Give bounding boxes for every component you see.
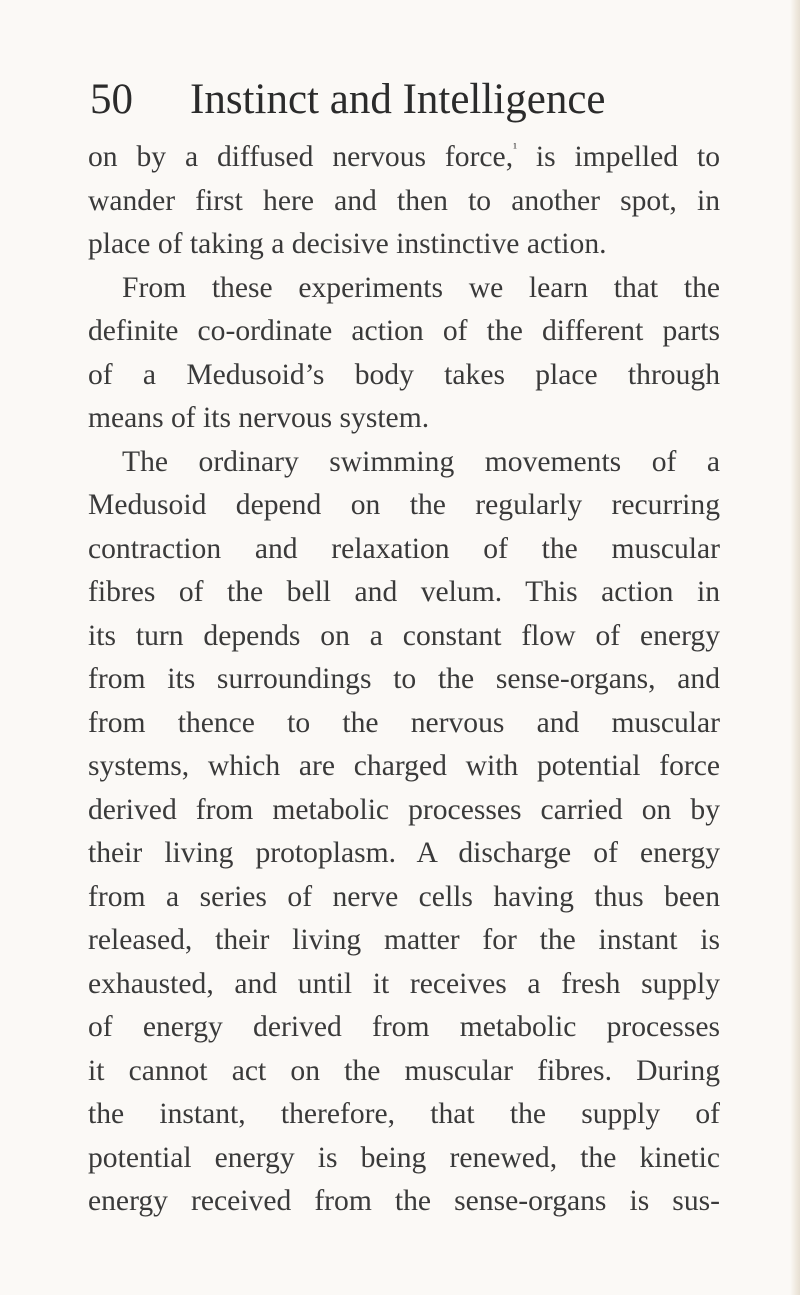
text-line: from a series of nerve cells having thus been	[88, 880, 720, 913]
text-line	[88, 136, 720, 180]
text-line: From these experiments we learn that the	[122, 271, 720, 304]
text-line: wander first here and then to another spot, in	[88, 184, 720, 217]
page-edge-shadow	[790, 0, 800, 1295]
running-title: Instinct and Intelligence	[190, 76, 606, 123]
text-line: definite co-ordinate action of the different parts	[88, 315, 720, 347]
text-line: released, their living matter for the instant is	[88, 924, 720, 956]
running-header	[90, 70, 730, 130]
text-line: systems, which are charged with potential force	[88, 750, 720, 782]
text-line: from its surroundings to the sense-organs, and	[88, 663, 720, 695]
text-line: place of taking a decisive instinctive action.	[88, 228, 607, 260]
text-line: contraction and relaxation of the muscular	[88, 532, 720, 565]
text-line: derived from metabolic processes carried on by	[88, 793, 720, 826]
text-line: means of its nervous system.	[88, 402, 430, 434]
body-text	[88, 136, 720, 1224]
text-line: Medusoid depend on the regularly recurring	[88, 489, 720, 521]
text-line: potential energy is being renewed, the kinetic	[88, 1141, 720, 1174]
text-line: exhausted, and until it receives a fresh supply	[88, 967, 720, 1000]
text-line-part: on by a diffused nervous force,	[88, 141, 514, 173]
page-number: 50	[90, 76, 133, 123]
text-line: from thence to the nervous and muscular	[88, 706, 720, 739]
footnote-reference[interactable]: ¹	[513, 140, 518, 155]
text-line: of energy derived from metabolic processes	[88, 1011, 720, 1043]
text-line: energy received from the sense-organs is sus-	[88, 1185, 720, 1217]
text-line: its turn depends on a constant flow of energy	[88, 619, 720, 652]
text-line: of a Medusoid’s body takes place through	[88, 358, 720, 391]
text-line: The ordinary swimming movements of a	[122, 445, 720, 478]
text-line: the instant, therefore, that the supply of	[88, 1098, 720, 1130]
text-line: their living protoplasm. A discharge of energy	[88, 837, 720, 869]
text-line-part: is impelled to	[517, 141, 721, 173]
text-line: fibres of the bell and velum. This action in	[88, 576, 720, 608]
text-line: it cannot act on the muscular fibres. During	[88, 1054, 720, 1087]
